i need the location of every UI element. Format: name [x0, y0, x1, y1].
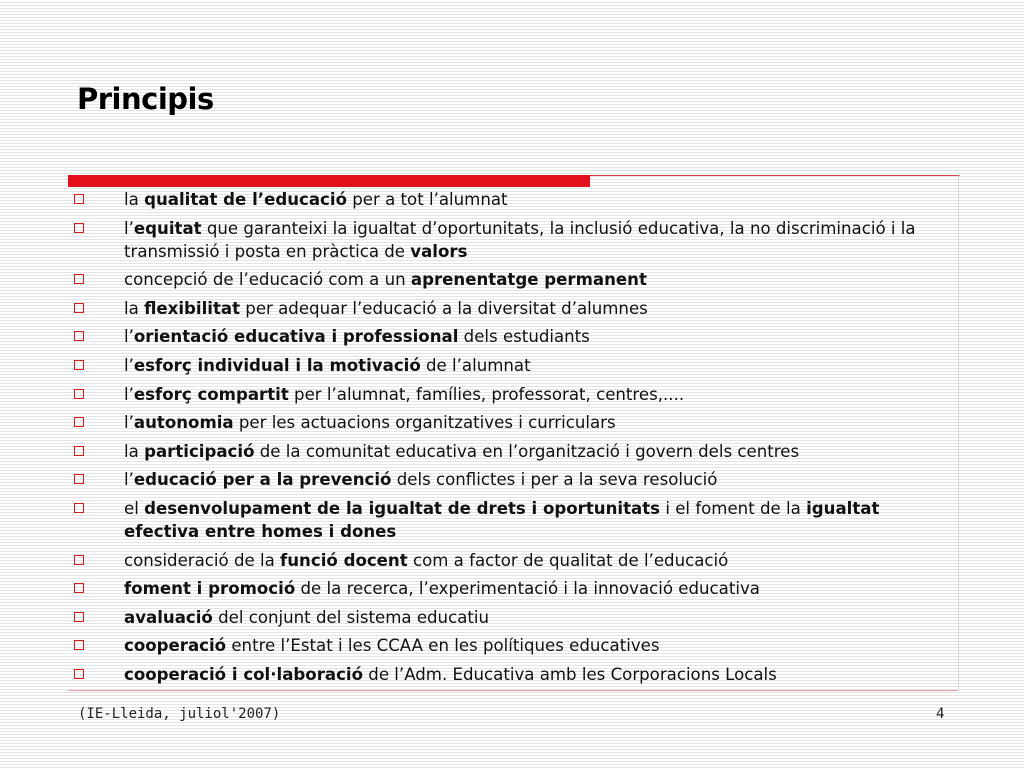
- emphasis-text: equitat: [133, 218, 202, 238]
- emphasis-text: cooperació i col·laboració: [124, 664, 364, 684]
- emphasis-text: desenvolupament de la igualtat de drets i oportunitats: [144, 498, 661, 518]
- hollow-square-bullet-icon: [74, 417, 84, 427]
- hollow-square-bullet-icon: [74, 555, 84, 565]
- emphasis-text: qualitat de l’educació: [144, 190, 347, 209]
- emphasis-text: autonomia: [133, 413, 234, 433]
- item-text: dels estudiants: [458, 327, 590, 347]
- list-item: [72, 577, 942, 600]
- emphasis-text: cooperació: [124, 636, 227, 656]
- list-item: [72, 663, 942, 686]
- emphasis-text: avaluació: [124, 607, 213, 627]
- item-text: que garanteixi la igualtat d’oportunitats, la inclusió educativa, la no discriminació i la transmissió i posta en pràctica de: [124, 218, 916, 261]
- item-text: entre l’Estat i les CCAA en les polítiques educatives: [226, 636, 660, 656]
- page-number: 4: [936, 706, 945, 722]
- emphasis-text: aprenentatge permanent: [410, 270, 647, 290]
- list-item: [72, 468, 942, 491]
- hollow-square-bullet-icon: [74, 360, 84, 370]
- hollow-square-bullet-icon: [74, 640, 84, 650]
- item-text: l’: [124, 413, 134, 433]
- hollow-square-bullet-icon: [74, 389, 84, 399]
- right-border-line: [958, 175, 959, 690]
- item-text: de l’Adm. Educativa amb les Corporacions Locals: [363, 664, 777, 684]
- hollow-square-bullet-icon: [74, 474, 84, 484]
- hollow-square-bullet-icon: [74, 331, 84, 341]
- item-text: com a factor de qualitat de l’educació: [407, 550, 729, 570]
- emphasis-text: orientació educativa i professional: [133, 327, 459, 347]
- list-item: [72, 297, 942, 320]
- item-text: l’: [124, 327, 134, 347]
- emphasis-text: igualtat efectiva entre homes i dones: [124, 498, 880, 541]
- list-item: [72, 440, 942, 463]
- list-item: [72, 606, 942, 629]
- item-text: per adequar l’educació a la diversitat d’alumnes: [240, 298, 648, 318]
- emphasis-text: funció docent: [280, 550, 408, 570]
- list-item: [72, 497, 942, 543]
- item-text: per les actuacions organitzatives i curriculars: [233, 413, 616, 433]
- hollow-square-bullet-icon: [74, 503, 84, 513]
- item-text: el: [124, 498, 145, 518]
- title-accent-bar: [68, 175, 590, 187]
- title-divider-line: [590, 175, 960, 176]
- item-text: per l’alumnat, famílies, professorat, centres,....: [288, 384, 685, 404]
- item-text: la: [124, 441, 145, 461]
- list-item: [72, 354, 942, 377]
- emphasis-text: valors: [410, 241, 468, 261]
- hollow-square-bullet-icon: [74, 303, 84, 313]
- hollow-square-bullet-icon: [74, 612, 84, 622]
- item-text: l’: [124, 218, 134, 238]
- emphasis-text: educació per a la prevenció: [133, 470, 392, 490]
- item-text: de l’alumnat: [420, 355, 531, 375]
- item-text: concepció de l’educació com a un: [124, 270, 411, 290]
- item-text: l’: [124, 355, 134, 375]
- hollow-square-bullet-icon: [74, 274, 84, 284]
- hollow-square-bullet-icon: [74, 446, 84, 456]
- item-text: i el foment de la: [660, 498, 807, 518]
- emphasis-text: esforç compartit: [133, 384, 289, 404]
- emphasis-text: flexibilitat: [144, 298, 241, 318]
- emphasis-text: esforç individual i la motivació: [133, 355, 421, 375]
- item-text: la: [124, 190, 145, 209]
- list-item: [72, 188, 942, 211]
- principles-list: [72, 188, 942, 692]
- item-text: dels conflictes i per a la seva resolució: [391, 470, 718, 490]
- item-text: consideració de la: [124, 550, 281, 570]
- item-text: de la comunitat educativa en l’organització i govern dels centres: [254, 441, 800, 461]
- item-text: l’: [124, 384, 134, 404]
- hollow-square-bullet-icon: [74, 194, 84, 204]
- slide-title: Principis: [77, 82, 214, 116]
- hollow-square-bullet-icon: [74, 669, 84, 679]
- item-text: l’: [124, 470, 134, 490]
- emphasis-text: participació: [144, 441, 255, 461]
- list-item: [72, 634, 942, 657]
- hollow-square-bullet-icon: [74, 223, 84, 233]
- list-item: [72, 411, 942, 434]
- emphasis-text: foment i promoció: [124, 579, 296, 599]
- list-item: [72, 549, 942, 572]
- hollow-square-bullet-icon: [74, 583, 84, 593]
- footer-source: (IE-Lleida, juliol'2007): [78, 706, 281, 722]
- item-text: de la recerca, l’experimentació i la innovació educativa: [295, 579, 760, 599]
- item-text: per a tot l’alumnat: [346, 190, 508, 209]
- item-text: la: [124, 298, 145, 318]
- item-text: del conjunt del sistema educatiu: [212, 607, 489, 627]
- list-item: [72, 325, 942, 348]
- list-item: [72, 217, 942, 263]
- list-item: [72, 268, 942, 291]
- list-item: [72, 383, 942, 406]
